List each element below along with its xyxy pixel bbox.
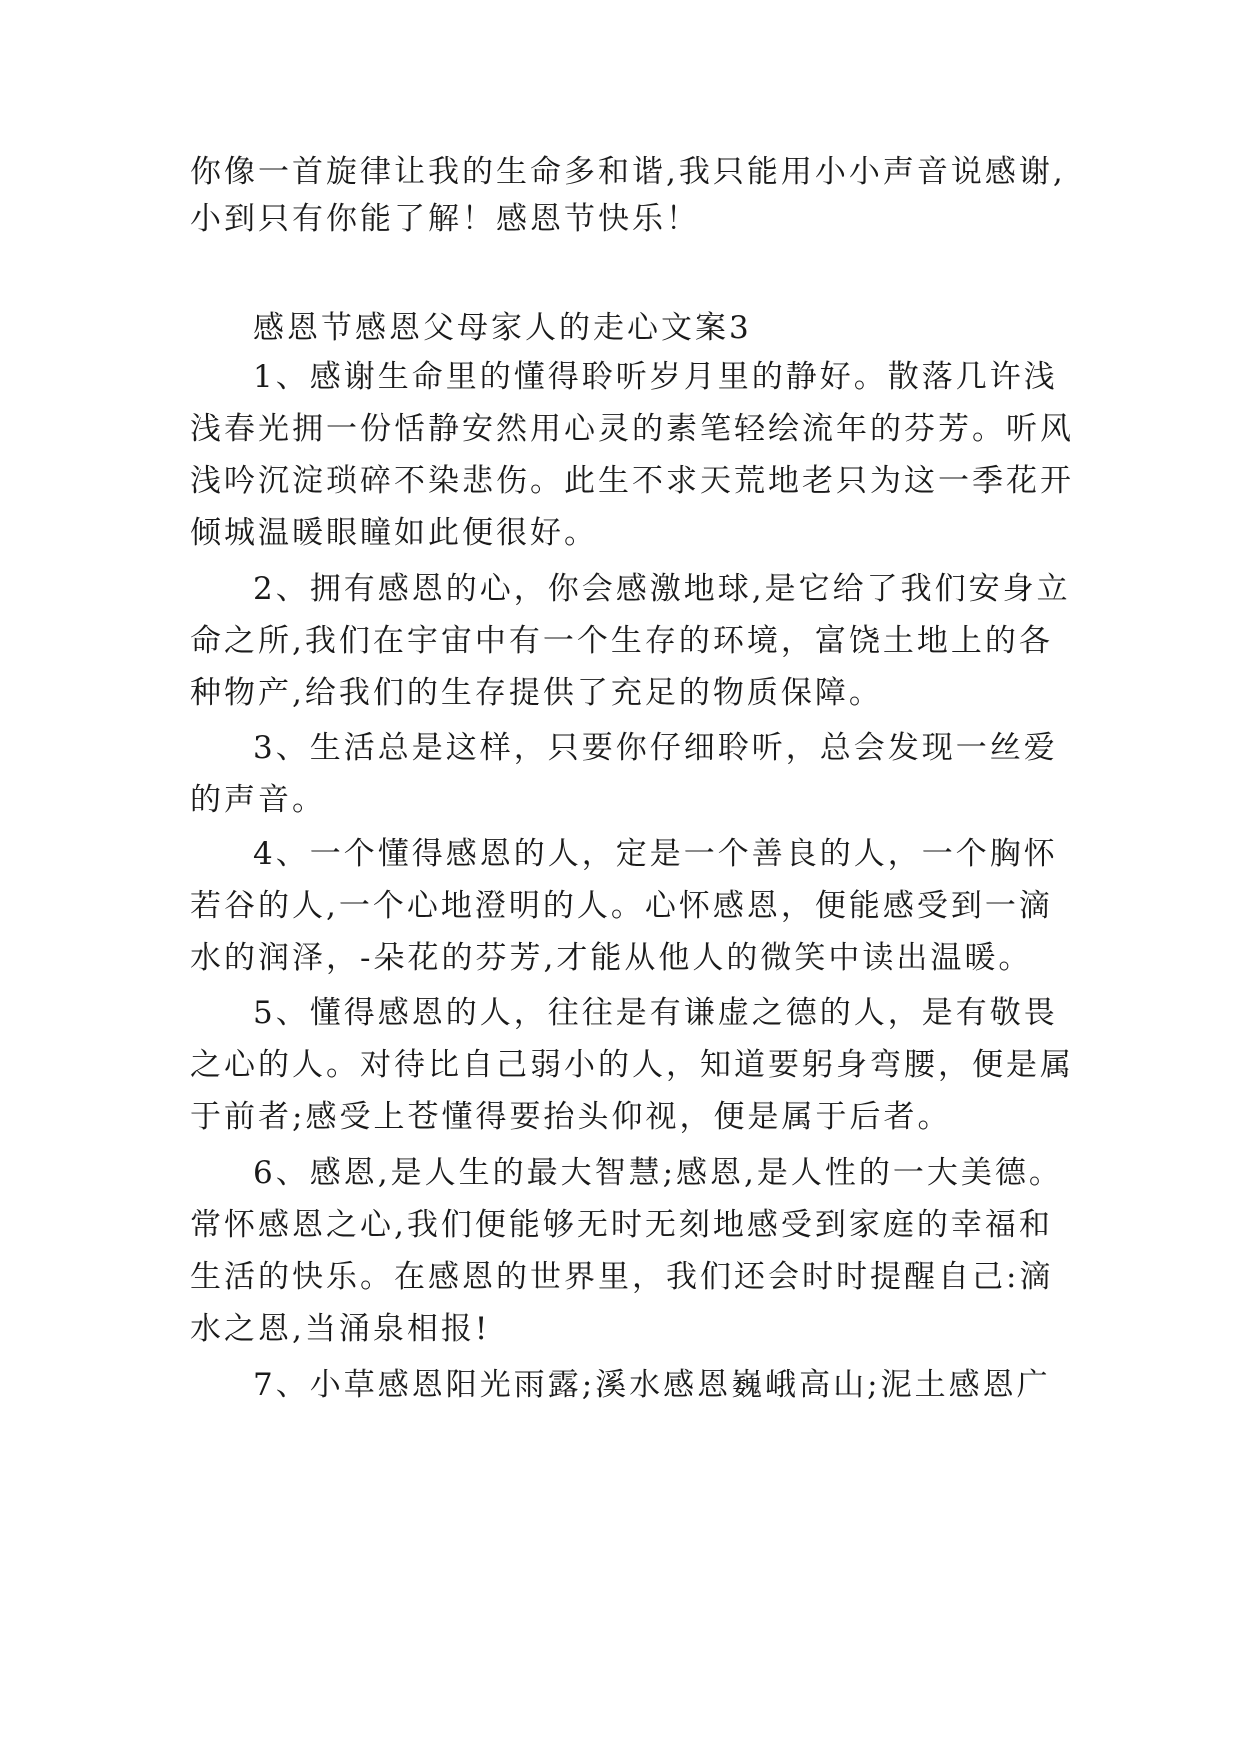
paragraph-line: 4、一个懂得感恩的人，定是一个善良的人，一个胸怀 bbox=[253, 836, 1058, 872]
paragraph-line: 浅吟沉淀琐碎不染悲伤。此生不求天荒地老只为这一季花开 bbox=[190, 463, 1074, 499]
intro-line: 小到只有你能了解！感恩节快乐！ bbox=[190, 201, 700, 237]
paragraph-line: 若谷的人,一个心地澄明的人。心怀感恩，便能感受到一滴 bbox=[190, 888, 1053, 924]
paragraph-line: 浅春光拥一份恬静安然用心灵的素笔轻绘流年的芬芳。听风 bbox=[190, 411, 1074, 447]
section-heading: 感恩节感恩父母家人的走心文案3 bbox=[253, 310, 752, 346]
paragraph-line: 1、感谢生命里的懂得聆听岁月里的静好。散落几许浅 bbox=[253, 359, 1058, 395]
paragraph-line: 7、小草感恩阳光雨露;溪水感恩巍峨高山;泥土感恩广 bbox=[253, 1367, 1051, 1403]
paragraph-line: 生活的快乐。在感恩的世界里，我们还会时时提醒自己:滴 bbox=[190, 1259, 1054, 1295]
paragraph-line: 之心的人。对待比自己弱小的人，知道要躬身弯腰，便是属 bbox=[190, 1047, 1074, 1083]
paragraph-line: 水的润泽，-朵花的芬芳,才能从他人的微笑中读出温暖。 bbox=[190, 940, 1033, 976]
paragraph-line: 3、生活总是这样，只要你仔细聆听，总会发现一丝爱 bbox=[253, 730, 1058, 766]
paragraph-line: 5、懂得感恩的人，往往是有谦虚之德的人，是有敬畏 bbox=[253, 995, 1058, 1031]
paragraph-line: 命之所,我们在宇宙中有一个生存的环境，富饶土地上的各 bbox=[190, 623, 1053, 659]
paragraph-line: 水之恩,当涌泉相报! bbox=[190, 1311, 491, 1347]
paragraph-line: 于前者;感受上苍懂得要抬头仰视，便是属于后者。 bbox=[190, 1099, 952, 1135]
paragraph-line: 倾城温暖眼瞳如此便很好。 bbox=[190, 515, 598, 551]
paragraph-line: 2、拥有感恩的心，你会感激地球,是它给了我们安身立 bbox=[253, 571, 1071, 607]
paragraph-line: 常怀感恩之心,我们便能够无时无刻地感受到家庭的幸福和 bbox=[190, 1207, 1053, 1243]
intro-line: 你像一首旋律让我的生命多和谐,我只能用小小声音说感谢, bbox=[190, 154, 1066, 190]
paragraph-line: 6、感恩,是人生的最大智慧;感恩,是人性的一大美德。 bbox=[253, 1155, 1063, 1191]
paragraph-line: 种物产,给我们的生存提供了充足的物质保障。 bbox=[190, 675, 883, 711]
paragraph-line: 的声音。 bbox=[190, 782, 326, 818]
